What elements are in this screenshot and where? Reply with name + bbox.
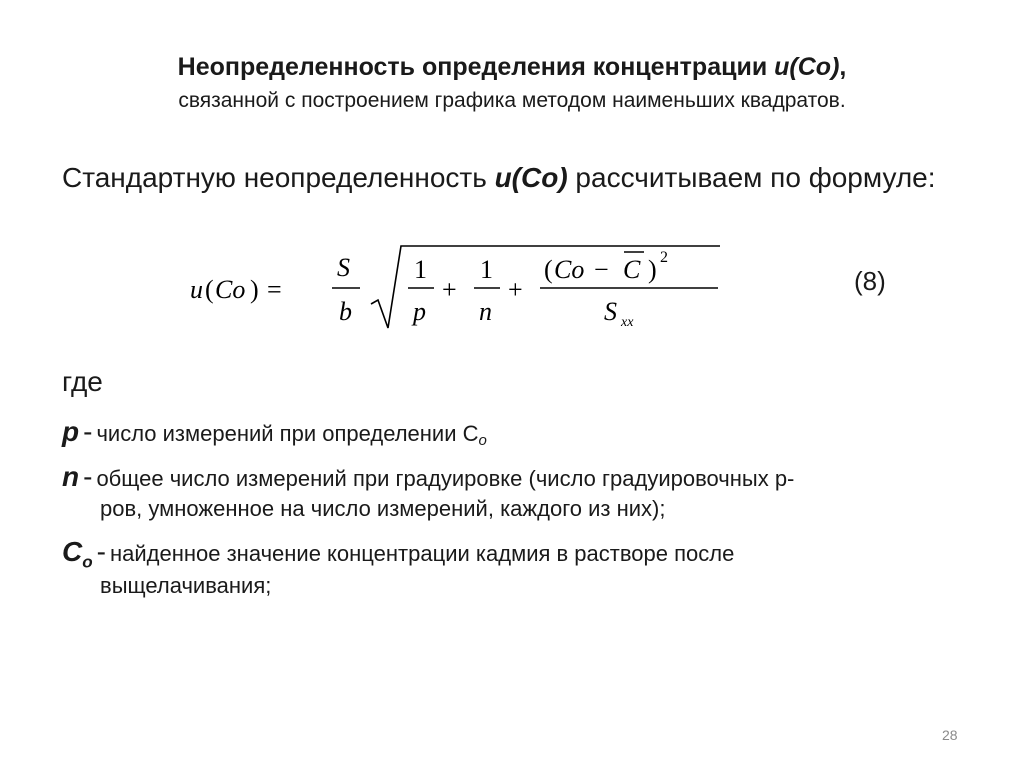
formula-plus-1: + [442,275,457,304]
formula-n: n [479,297,492,326]
definition-text: число измерений при определении С [96,421,479,446]
definition-continuation: выщелачивания; [100,572,272,598]
definition-symbol: p [62,416,80,447]
formula-b: b [339,297,352,326]
formula-svg [182,240,727,335]
intro-text-after: рассчитываем по формуле: [567,162,936,193]
definition-continuation: ров, умноженное на число измерений, каждого из них); [100,496,666,521]
definition-n [62,461,962,526]
formula-den-sub: xx [621,315,634,330]
definition-text: общее число измерений при градуировке (число градуировочных р- [96,466,795,491]
formula-den-s: S [604,297,617,326]
definition-text: найденное значение концентрации кадмия в растворе после [109,541,735,566]
definition-symbol-letter: С [62,536,83,567]
definitions-list [62,416,962,613]
where-label: где [62,366,103,397]
page-number: 28 [942,727,958,743]
formula-lhs-close: ) [250,275,259,304]
definition-symbol [62,536,93,572]
formula-num-c: C [623,255,641,284]
formula-equals: = [267,275,282,304]
formula-num-close: ) [648,255,657,284]
formula-num-exponent: 2 [660,249,668,266]
intro-paragraph [62,158,942,198]
definition-co [62,536,962,603]
title-line-1 [0,48,1024,86]
slide-title [0,48,1024,116]
formula-num-open: ( [544,255,553,284]
formula-plus-2: + [508,275,523,304]
title-comma: , [839,53,847,81]
formula-S: S [337,253,350,282]
formula-p: p [413,297,426,326]
formula [182,240,727,340]
equation-number: (8) [854,266,886,296]
title-main-text: Неопределенность определения концентрации [177,53,775,81]
formula-lhs-u: u [190,275,203,304]
title-symbol: u(Co) [774,53,840,81]
formula-one-a: 1 [414,255,427,284]
definition-dash: - [96,536,106,567]
intro-text-before: Стандартную неопределенность [62,162,495,193]
formula-num-co: Co [554,255,585,284]
formula-lhs-open: ( [205,275,214,304]
intro-symbol: u(Co) [494,162,568,193]
formula-lhs-co: Co [215,275,246,304]
definition-dash: - [83,416,93,447]
formula-one-b: 1 [480,255,493,284]
definition-text-subscript: о [478,432,487,450]
formula-num-minus: − [594,255,609,284]
definition-p [62,416,962,451]
definition-symbol-subscript: о [82,552,93,572]
definition-dash: - [83,461,93,492]
definition-symbol: n [62,461,80,492]
title-line-2: связанной с построением графика методом наименьших квадратов. [178,89,846,112]
